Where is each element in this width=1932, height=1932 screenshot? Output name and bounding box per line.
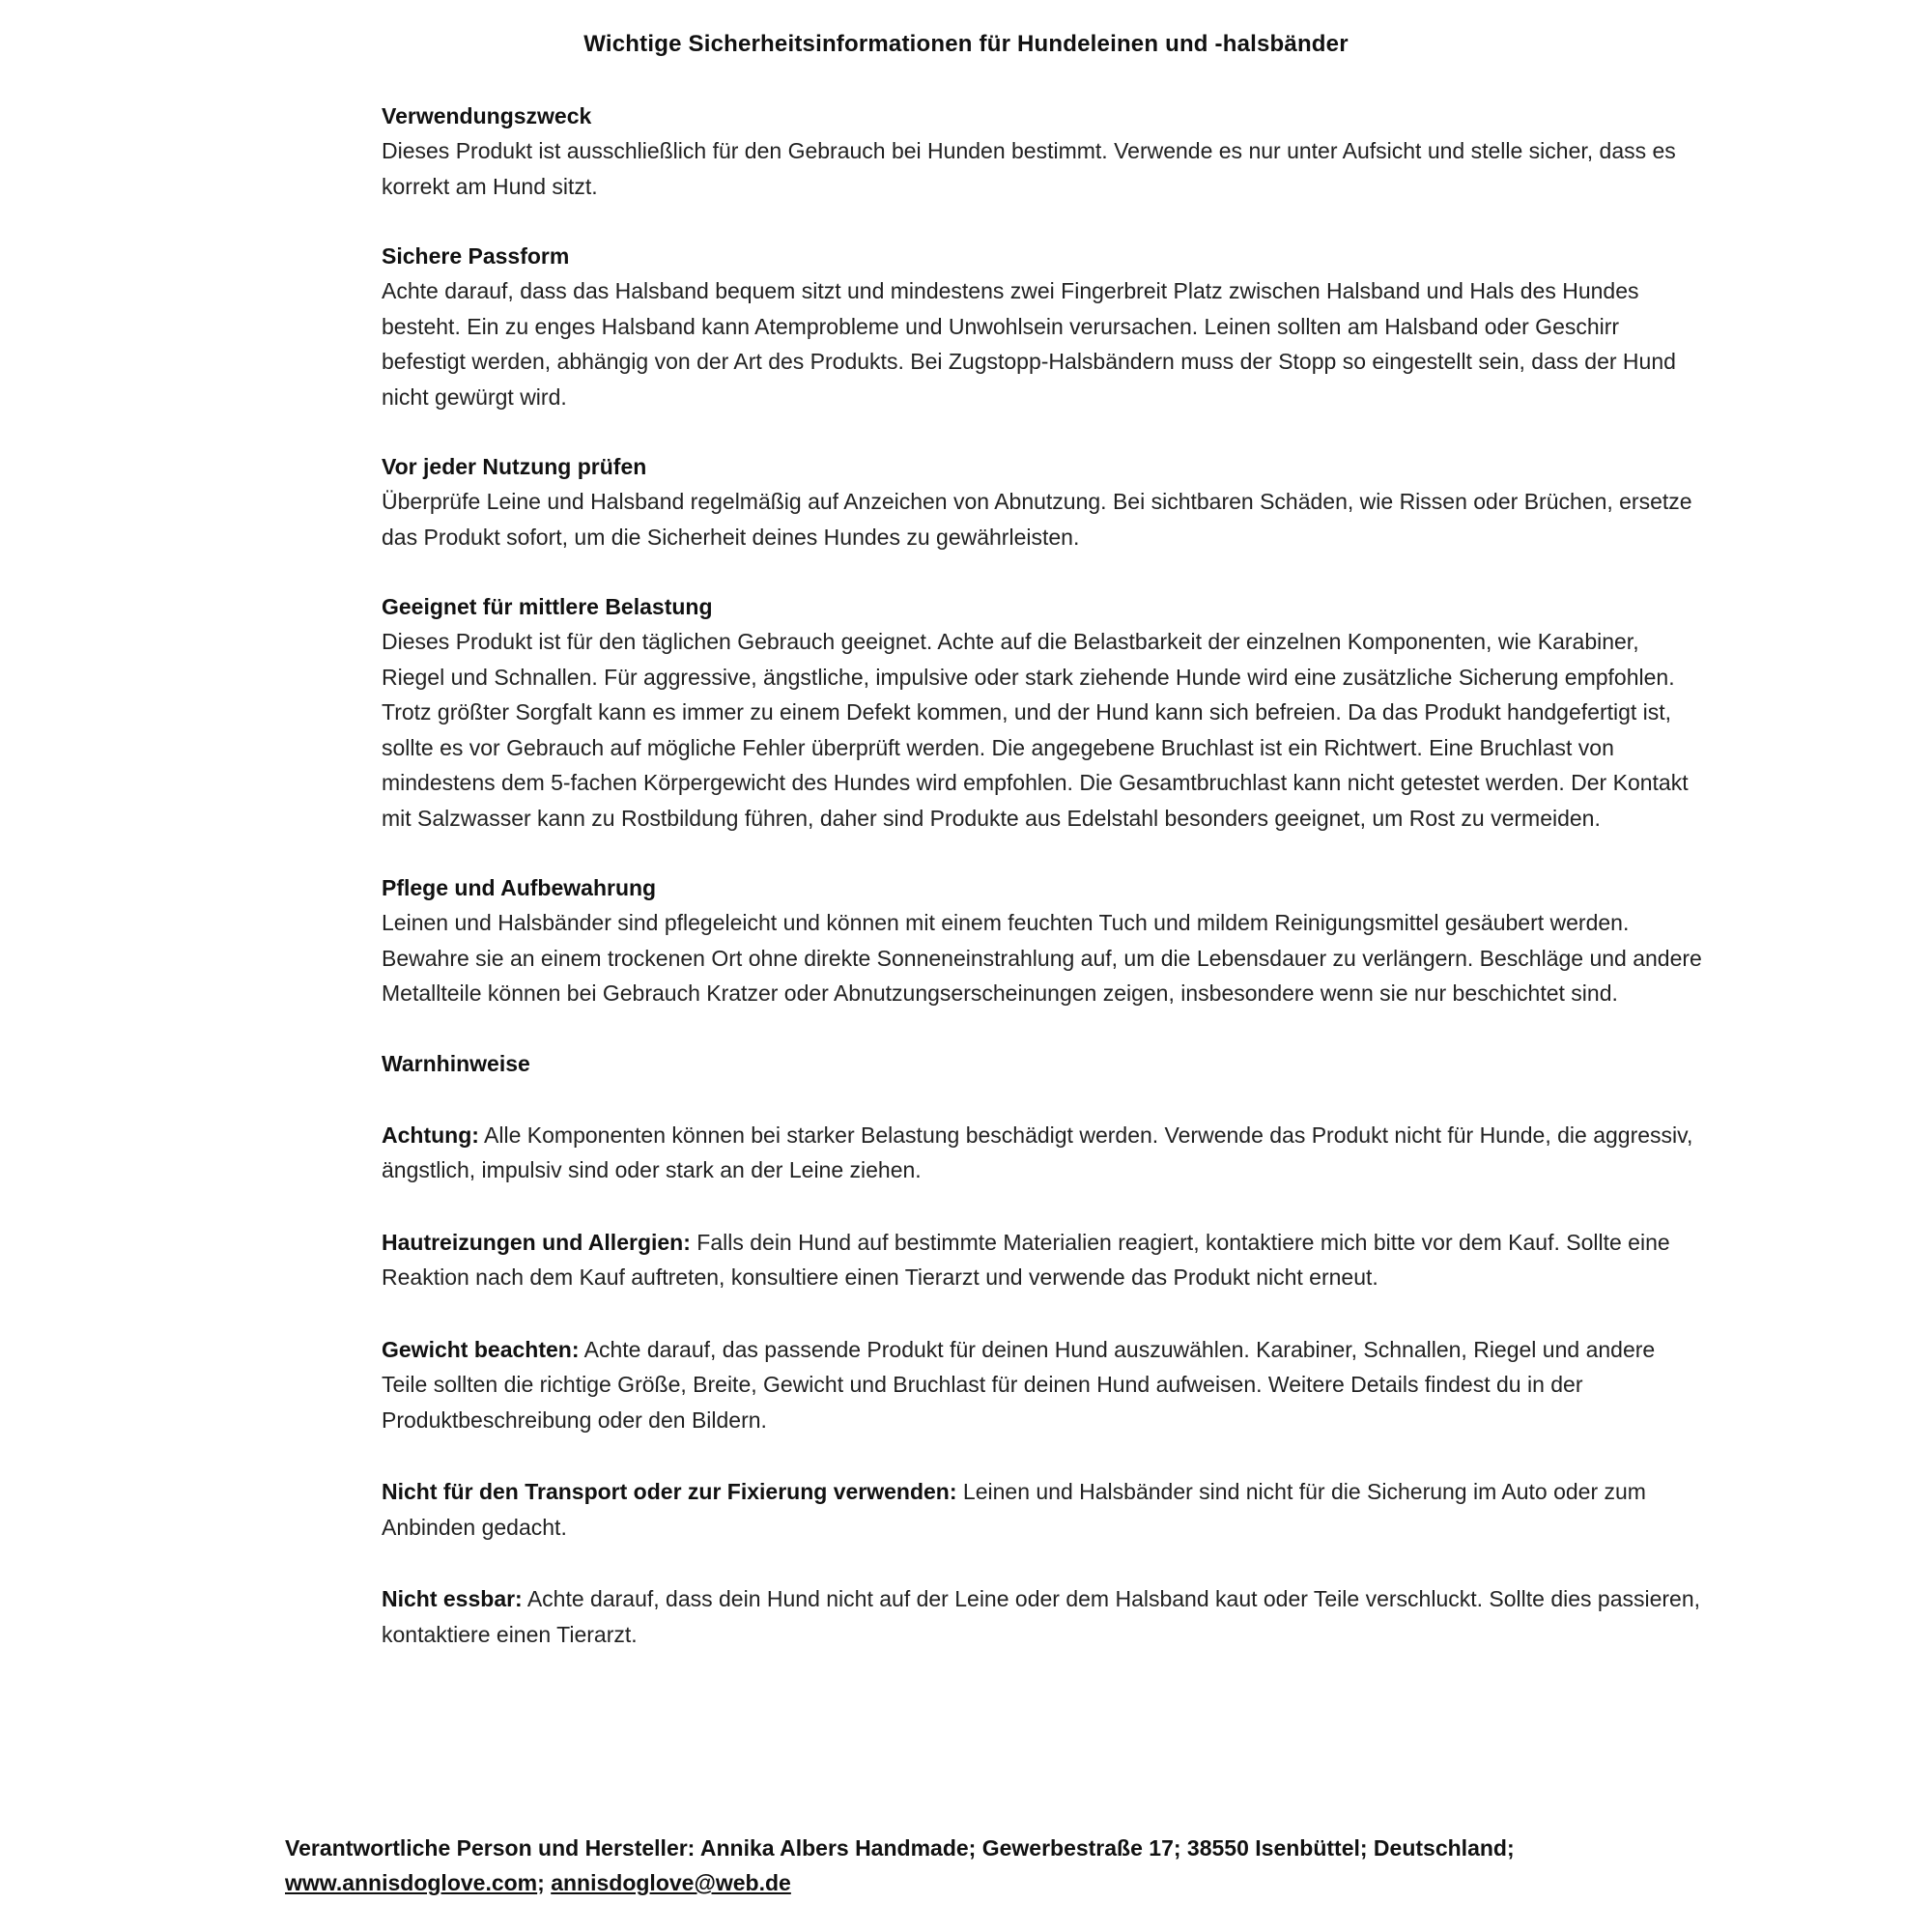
- warning-item-nicht-essbar: [382, 1581, 1705, 1652]
- section-text: Dieses Produkt ist ausschließlich für den Gebrauch bei Hunden bestimmt. Verwende es nur unter Aufsicht und stelle sicher, dass es korrekt am Hund sitzt.: [382, 138, 1676, 199]
- warning-item-gewicht: [382, 1332, 1705, 1438]
- warning-label: Nicht für den Transport oder zur Fixierung verwenden:: [382, 1479, 957, 1504]
- document-body: [382, 99, 1705, 1689]
- section-heading: Verwendungszweck: [382, 103, 592, 128]
- warning-label: Hautreizungen und Allergien:: [382, 1229, 691, 1255]
- section-verwendungszweck: [382, 99, 1705, 204]
- contact-links: [285, 1865, 1792, 1900]
- manufacturer-footer: [285, 1831, 1792, 1900]
- email-link[interactable]: annisdoglove@web.de: [551, 1870, 791, 1895]
- section-heading: Vor jeder Nutzung prüfen: [382, 454, 647, 479]
- section-heading: Sichere Passform: [382, 243, 570, 269]
- warning-text: Achte darauf, das passende Produkt für deinen Hund auszuwählen. Karabiner, Schnallen, Riegel und andere Teile sollten die richtige Größe, Breite, Gewicht und Bruchlast für deinen Hund aufweisen. Weitere Details findest du in der Produktbeschreibung oder den Bildern.: [382, 1336, 1656, 1433]
- warning-item-transport: [382, 1474, 1705, 1545]
- section-mittlere-belastung: [382, 589, 1705, 836]
- section-heading: Pflege und Aufbewahrung: [382, 875, 657, 900]
- section-vor-jeder-nutzung: [382, 449, 1705, 554]
- warning-item-achtung: [382, 1118, 1705, 1188]
- warning-text: Achte darauf, dass dein Hund nicht auf der Leine oder dem Halsband kaut oder Teile verschluckt. Sollte dies passieren, kontaktiere einen Tierarzt.: [382, 1586, 1701, 1647]
- warning-text: Alle Komponenten können bei starker Belastung beschädigt werden. Verwende das Produkt nicht für Hunde, die aggressiv, ängstlich, impulsiv sind oder stark an der Leine ziehen.: [382, 1122, 1693, 1182]
- section-text: Achte darauf, dass das Halsband bequem sitzt und mindestens zwei Fingerbreit Platz zwischen Halsband und Hals des Hundes besteht. Ein zu enges Halsband kann Atemprobleme und Unwohlsein verursachen. Leinen sollten am Halsband oder Geschirr befestigt werden, abhängig von der Art des Produkts. Bei Zugstopp-Halsbändern muss der Stopp so eingestellt sein, dass der Hund nicht gewürgt wird.: [382, 278, 1676, 410]
- link-separator: ;: [537, 1870, 545, 1895]
- website-link[interactable]: www.annisdoglove.com: [285, 1870, 538, 1895]
- document-title: Wichtige Sicherheitsinformationen für Hundeleinen und -halsbänder: [583, 31, 1349, 57]
- warning-text: Leinen und Halsbänder sind nicht für die Sicherung im Auto oder zum Anbinden gedacht.: [382, 1479, 1646, 1540]
- warning-text: Falls dein Hund auf bestimmte Materialien reagiert, kontaktiere mich bitte vor dem Kauf. Sollte eine Reaktion nach dem Kauf auftreten, konsultiere einen Tierarzt und verwende das Produkt nicht erneut.: [382, 1229, 1670, 1290]
- section-text: Dieses Produkt ist für den täglichen Gebrauch geeignet. Achte auf die Belastbarkeit der einzelnen Komponenten, wie Karabiner, Riegel und Schnallen. Für aggressive, ängstliche, impulsive oder stark ziehende Hunde wird eine zusätzliche Sicherung empfohlen. Trotz größter Sorgfalt kann es immer zu einem Defekt kommen, und der Hund kann sich befreien. Da das Produkt handgefertigt ist, sollte es vor Gebrauch auf mögliche Fehler überprüft werden. Die angegebene Bruchlast ist ein Richtwert. Eine Bruchlast von mindestens dem 5-fachen Körpergewicht des Hundes wird empfohlen. Die Gesamtbruchlast kann nicht getestet werden. Der Kontakt mit Salzwasser kann zu Rostbildung führen, daher sind Produkte aus Edelstahl besonders geeignet, um Rost zu vermeiden.: [382, 629, 1689, 831]
- section-text: Überprüfe Leine und Halsband regelmäßig auf Anzeichen von Abnutzung. Bei sichtbaren Schäden, wie Rissen oder Brüchen, ersetze das Produkt sofort, um die Sicherheit deines Hundes zu gewährleisten.: [382, 489, 1692, 550]
- section-sichere-passform: [382, 239, 1705, 414]
- section-text: Leinen und Halsbänder sind pflegeleicht und können mit einem feuchten Tuch und mildem Reinigungsmittel gesäubert werden. Bewahre sie an einem trockenen Ort ohne direkte Sonneneinstrahlung auf, um die Lebensdauer zu verlängern. Beschläge und andere Metallteile können bei Gebrauch Kratzer oder Abnutzungserscheinungen zeigen, insbesondere wenn sie nur beschichtet sind.: [382, 910, 1702, 1006]
- warning-label: Gewicht beachten:: [382, 1336, 580, 1362]
- warnings-heading: Warnhinweise: [382, 1050, 530, 1076]
- warning-label: Achtung:: [382, 1122, 479, 1148]
- warning-label: Nicht essbar:: [382, 1586, 523, 1611]
- manufacturer-info: Verantwortliche Person und Hersteller: Annika Albers Handmade; Gewerbestraße 17; 38550 Isenbüttel; Deutschland;: [285, 1835, 1515, 1861]
- warning-item-hautreizungen: [382, 1225, 1705, 1295]
- section-pflege: [382, 870, 1705, 1011]
- section-heading: Geeignet für mittlere Belastung: [382, 594, 713, 619]
